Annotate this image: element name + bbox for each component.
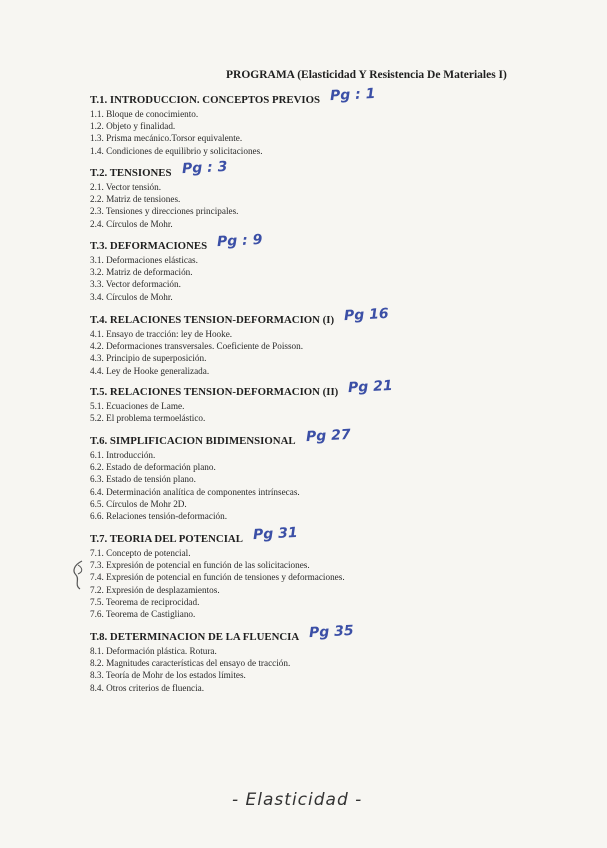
list-item: 5.2. El problema termoelástico. — [90, 413, 206, 424]
list-item: 7.1. Concepto de potencial. — [90, 548, 191, 558]
list-item: 8.2. Magnitudes características del ensayo de tracción. — [90, 658, 291, 669]
section-heading-text: T.8. DETERMINACION DE LA FLUENCIA — [90, 631, 300, 643]
list-item: 2.3. Tensiones y direcciones principales. — [90, 206, 239, 217]
list-item: 4.1. Ensayo de tracción: ley de Hooke. — [90, 329, 233, 339]
section-2 — [90, 158, 239, 230]
section-8 — [90, 622, 355, 694]
margin-scribble-icon — [68, 559, 88, 591]
list-item: 8.4. Otros criterios de fluencia. — [90, 682, 205, 693]
section-items — [90, 181, 238, 230]
section-items — [90, 108, 375, 157]
list-item: 7.5. Teorema de reciprocidad. — [90, 596, 200, 607]
section-heading — [90, 426, 351, 447]
handwritten-page-note: Pg 27 — [305, 426, 351, 446]
section-4 — [90, 305, 390, 377]
list-item: 5.1. Ecuaciones de Lame. — [90, 401, 185, 411]
section-heading-text: T.2. TENSIONES — [90, 167, 172, 179]
handwritten-page-note: Pg 21 — [347, 377, 394, 397]
list-item: 4.3. Principio de superposición. — [90, 353, 207, 364]
handwritten-page-note: Pg : 1 — [329, 85, 376, 105]
list-item: 2.1. Vector tensión. — [90, 182, 162, 192]
section-heading-text: T.7. TEORIA DEL POTENCIAL — [90, 533, 243, 545]
list-item: 1.4. Condiciones de equilibrio y solicitaciones. — [90, 145, 263, 156]
list-item: 1.3. Prisma mecánico.Torsor equivalente. — [90, 133, 243, 144]
list-item: 6.4. Determinación analítica de componentes intrínsecas. — [90, 486, 300, 497]
section-items — [90, 400, 393, 424]
list-item: 1.2. Objeto y finalidad. — [90, 121, 176, 132]
list-item: 4.4. Ley de Hooke generalizada. — [90, 365, 210, 376]
section-heading-text: T.3. DEFORMACIONES — [90, 240, 208, 252]
section-heading-text: T.1. INTRODUCCION. CONCEPTOS PREVIOS — [90, 94, 320, 106]
section-items — [90, 328, 389, 377]
handwritten-page-note: Pg 31 — [252, 524, 298, 544]
list-item: 7.6. Teorema de Castigliano. — [90, 609, 196, 620]
list-item: 1.1. Bloque de conocimiento. — [90, 109, 199, 119]
section-heading — [90, 158, 238, 179]
section-6 — [90, 426, 351, 522]
list-item: 7.3. Expresión de potencial en función de las solicitaciones. — [90, 560, 310, 571]
list-item: 3.4. Círculos de Mohr. — [90, 291, 173, 302]
handwritten-footer: - Elasticidad - — [232, 790, 363, 810]
section-items — [90, 547, 345, 620]
section-heading — [90, 377, 394, 398]
list-item: 2.2. Matriz de tensiones. — [90, 194, 181, 205]
section-7 — [90, 524, 345, 620]
handwritten-page-note: Pg 16 — [343, 305, 390, 325]
section-5 — [90, 377, 394, 424]
list-item: 6.5. Círculos de Mohr 2D. — [90, 498, 187, 509]
list-item: 8.1. Deformación plástica. Rotura. — [90, 646, 217, 656]
handwritten-page-note: Pg 35 — [308, 622, 355, 642]
section-items — [90, 449, 350, 522]
section-items — [90, 645, 354, 694]
section-heading — [90, 305, 390, 326]
section-heading — [90, 524, 345, 545]
section-heading — [90, 622, 355, 643]
list-item: 6.1. Introducción. — [90, 450, 156, 460]
section-heading — [90, 85, 376, 106]
list-item: 4.2. Deformaciones transversales. Coeficiente de Poisson. — [90, 341, 304, 352]
section-items — [90, 254, 262, 303]
section-heading-text: T.5. RELACIONES TENSION-DEFORMACION (II) — [90, 386, 339, 398]
list-item: 2.4. Círculos de Mohr. — [90, 218, 173, 229]
list-item: 8.3. Teoría de Mohr de los estados límites. — [90, 670, 246, 681]
list-item: 3.3. Vector deformación. — [90, 279, 181, 290]
handwritten-page-note: Pg : 3 — [181, 158, 228, 178]
list-item: 6.6. Relaciones tensión-deformación. — [90, 511, 228, 522]
section-heading-text: T.6. SIMPLIFICACION BIDIMENSIONAL — [90, 435, 296, 447]
section-1 — [90, 85, 376, 157]
list-item: 6.3. Estado de tensión plano. — [90, 474, 196, 485]
handwritten-page-note: Pg : 9 — [216, 231, 263, 251]
list-item: 3.2. Matriz de deformación. — [90, 267, 193, 278]
section-heading-text: T.4. RELACIONES TENSION-DEFORMACION (I) — [90, 314, 335, 326]
list-item: 7.4. Expresión de potencial en función de tensiones y deformaciones. — [90, 572, 345, 583]
list-item: 7.2. Expresión de desplazamientos. — [90, 584, 220, 595]
section-heading — [90, 231, 263, 252]
section-3 — [90, 231, 263, 303]
page-title: PROGRAMA (Elasticidad Y Resistencia De Materiales I) — [226, 69, 507, 81]
list-item: 3.1. Deformaciones elásticas. — [90, 255, 198, 265]
list-item: 6.2. Estado de deformación plano. — [90, 462, 216, 473]
